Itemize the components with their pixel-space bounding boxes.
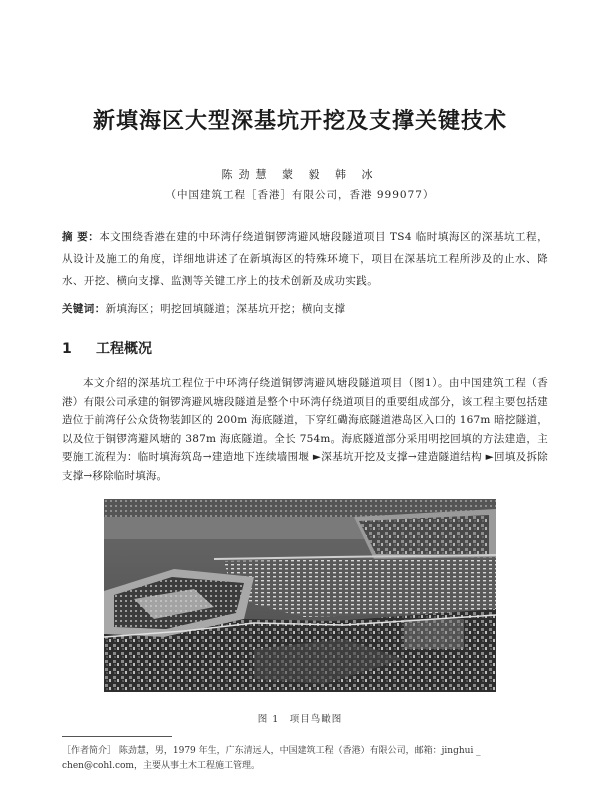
aerial-photo-image xyxy=(104,499,496,692)
abstract-text: 本文围绕香港在建的中环湾仔绕道铜锣湾避风塘段隧道项目 TS4 临时填海区的深基坑工程，从设计及施工的角度，详细地讲述了在新填海区的特殊环境下，项目在深基坑工程所涉及的止水、降水、开挖、横向支撑、监测等关键工序上的技术创新及成功实践。 xyxy=(62,231,548,287)
author-footnote: ［作者简介］ 陈劲慧，男，1979 年生，广东清远人，中国建筑工程（香港）有限公司，邮箱：jinghui _ chen@cohl.com，主要从事土木工程施工管理。 xyxy=(62,746,481,771)
footnote-divider xyxy=(62,736,172,737)
section-heading xyxy=(62,338,152,358)
keywords-label: 关键词： xyxy=(62,303,106,315)
paper-title: 新填海区大型深基坑开挖及支撑关键技术 xyxy=(92,109,507,134)
figure-caption: 图 1 项目鸟瞰图 xyxy=(257,714,343,725)
aerial-photo xyxy=(104,499,496,692)
section-title: 工程概况 xyxy=(96,341,152,357)
section-number: 1 xyxy=(62,341,72,357)
keywords xyxy=(62,301,548,316)
authors: 陈劲慧 蒙 毅 韩 冰 xyxy=(221,168,379,181)
abstract-label: 摘 要： xyxy=(62,231,100,243)
affiliation: （中国建筑工程［香港］有限公司，香港 999077） xyxy=(165,189,435,201)
body-paragraph: 本文介绍的深基坑工程位于中环湾仔绕道铜锣湾避风塘段隧道项目（图1）。由中国建筑工程（香港）有限公司承建的铜锣湾避风塘段隧道是整个中环湾仔绕道项目的重要组成部分，该工程主要包括建造位于前湾仔公众货物装卸区的 200m 海底隧道，下穿红磡海底隧道港岛区入口的 167m 暗挖隧道，以及位于铜锣湾避风塘的 387m 海底隧道。全长 754m。海底隧道部分采用明挖回填的方法建造，主要施工流程为：临时填海筑岛→建造地下连续墙围堰 ►深基坑开挖及支撑→建造隧道结构 ►回填及拆除支撑→移除临时填海。 xyxy=(62,377,548,482)
abstract xyxy=(62,226,548,292)
keywords-text: 新填海区；明挖回填隧道；深基坑开挖；横向支撑 xyxy=(105,303,346,315)
